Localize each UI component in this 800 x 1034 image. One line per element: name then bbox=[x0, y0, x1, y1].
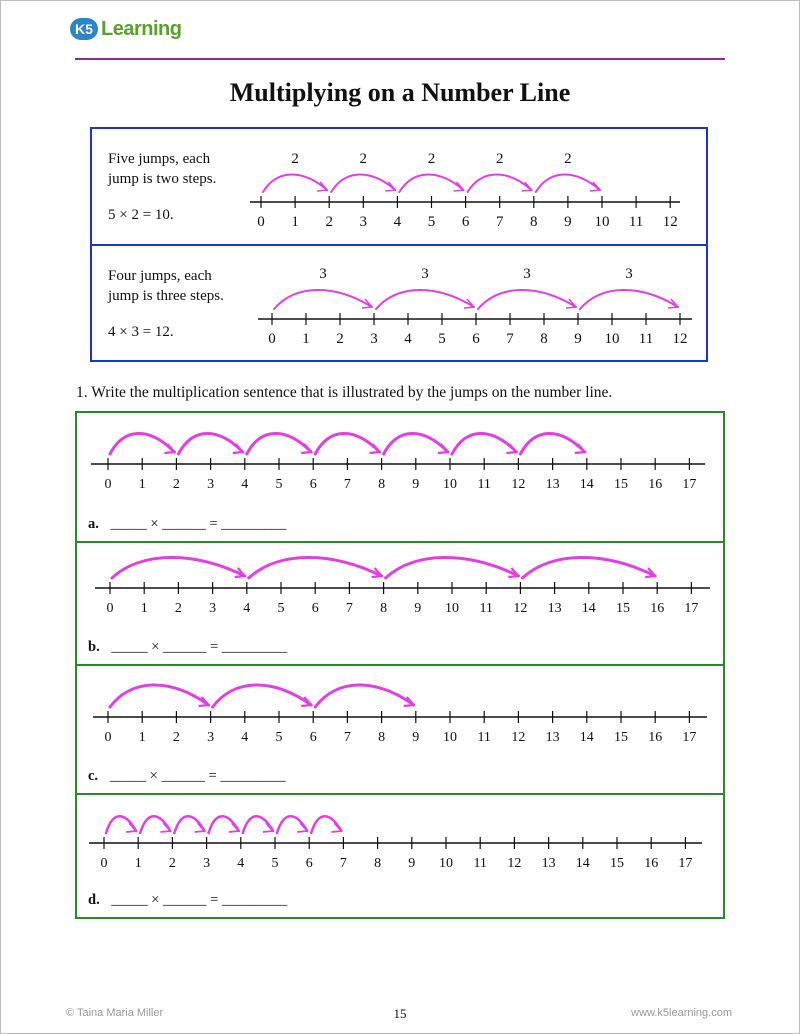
problem-c-answer bbox=[88, 768, 286, 785]
jump-arc bbox=[452, 433, 516, 454]
jump-arc bbox=[274, 290, 372, 309]
tick-label: 8 bbox=[378, 477, 386, 492]
equals-sign: = bbox=[210, 639, 219, 655]
answer-blank[interactable]: _____ bbox=[111, 639, 148, 655]
answer-blank[interactable]: ______ bbox=[163, 639, 207, 655]
tick-label: 2 bbox=[174, 601, 182, 616]
page-title: Multiplying on a Number Line bbox=[229, 78, 571, 107]
jump-arc bbox=[249, 557, 382, 578]
tick-label: 3 bbox=[207, 477, 215, 492]
jump-arc bbox=[331, 174, 395, 192]
tick-label: 11 bbox=[477, 477, 491, 492]
tick-label: 7 bbox=[343, 730, 351, 745]
tick-label: 11 bbox=[479, 601, 493, 616]
tick-label: 9 bbox=[414, 601, 422, 616]
tick-label: 15 bbox=[610, 856, 624, 871]
tick-label: 8 bbox=[540, 331, 548, 347]
problem-box-a bbox=[75, 411, 725, 543]
answer-blank[interactable]: _________ bbox=[221, 639, 288, 655]
tick-label: 6 bbox=[309, 730, 317, 745]
tick-label: 15 bbox=[616, 601, 630, 616]
tick-label: 7 bbox=[506, 331, 514, 347]
tick-label: 9 bbox=[574, 331, 582, 347]
tick-label: 2 bbox=[336, 331, 344, 347]
tick-label: 12 bbox=[513, 601, 528, 616]
k5-logo bbox=[70, 14, 181, 44]
tick-label: 2 bbox=[325, 214, 333, 230]
answer-blank[interactable]: ______ bbox=[163, 892, 207, 908]
jump-label: 2 bbox=[495, 151, 504, 167]
example-2-number-line bbox=[92, 246, 706, 360]
tick-label: 7 bbox=[339, 856, 347, 871]
tick-label: 5 bbox=[275, 477, 283, 492]
problem-box-b bbox=[75, 541, 725, 666]
tick-label: 0 bbox=[100, 856, 108, 871]
tick-label: 7 bbox=[495, 214, 504, 230]
tick-label: 1 bbox=[291, 214, 299, 230]
example-1-line-1: Five jumps, each bbox=[108, 151, 211, 167]
tick-label: 17 bbox=[682, 477, 697, 492]
tick-label: 3 bbox=[203, 856, 211, 871]
tick-label: 13 bbox=[547, 601, 562, 616]
tick-label: 3 bbox=[209, 601, 217, 616]
tick-label: 17 bbox=[678, 856, 693, 871]
jump-arc bbox=[399, 174, 463, 192]
tick-label: 10 bbox=[594, 214, 610, 230]
equals-sign: = bbox=[210, 892, 219, 908]
jump-label: 3 bbox=[319, 266, 327, 282]
tick-label: 4 bbox=[404, 331, 412, 347]
jump-arc bbox=[263, 174, 327, 192]
tick-label: 16 bbox=[648, 730, 663, 745]
problem-b-answer bbox=[88, 639, 287, 656]
logo-badge: K5 bbox=[70, 18, 98, 40]
tick-label: 14 bbox=[575, 856, 590, 871]
tick-label: 1 bbox=[138, 477, 146, 492]
tick-label: 6 bbox=[472, 331, 480, 347]
tick-label: 16 bbox=[648, 477, 663, 492]
tick-label: 1 bbox=[140, 601, 148, 616]
tick-label: 11 bbox=[473, 856, 487, 871]
times-sign: × bbox=[150, 516, 159, 532]
jump-arc bbox=[580, 290, 678, 309]
tick-label: 0 bbox=[104, 730, 112, 745]
jump-arc bbox=[110, 685, 209, 707]
jump-arc bbox=[386, 557, 519, 578]
tick-label: 2 bbox=[172, 477, 180, 492]
problem-box-c bbox=[75, 664, 725, 795]
tick-label: 9 bbox=[412, 730, 420, 745]
tick-label: 15 bbox=[614, 477, 628, 492]
tick-label: 0 bbox=[268, 331, 276, 347]
tick-label: 14 bbox=[581, 601, 596, 616]
tick-label: 10 bbox=[439, 856, 453, 871]
jump-label: 2 bbox=[564, 151, 572, 167]
equals-sign: = bbox=[209, 516, 218, 532]
answer-blank[interactable]: _________ bbox=[220, 768, 286, 784]
jump-arc bbox=[468, 174, 532, 192]
tick-label: 11 bbox=[638, 331, 654, 347]
jump-arc bbox=[384, 433, 448, 454]
tick-label: 8 bbox=[374, 856, 382, 871]
tick-label: 10 bbox=[443, 730, 457, 745]
tick-label: 3 bbox=[370, 331, 378, 347]
tick-label: 2 bbox=[168, 856, 176, 871]
tick-label: 17 bbox=[684, 601, 699, 616]
jump-arc bbox=[478, 290, 576, 309]
tick-label: 1 bbox=[134, 856, 142, 871]
example-2-equation: 4 × 3 = 12. bbox=[108, 324, 174, 340]
tick-label: 5 bbox=[277, 601, 285, 616]
answer-blank[interactable]: _____ bbox=[110, 516, 147, 532]
answer-blank[interactable]: ______ bbox=[161, 768, 205, 784]
problem-d-letter: d. bbox=[88, 892, 100, 908]
tick-label: 2 bbox=[172, 730, 180, 745]
jump-label: 3 bbox=[421, 266, 429, 282]
logo-text: Learning bbox=[101, 17, 182, 40]
example-box-2 bbox=[90, 244, 708, 362]
tick-label: 7 bbox=[345, 601, 353, 616]
tick-label: 9 bbox=[564, 214, 572, 230]
tick-label: 12 bbox=[511, 730, 526, 745]
jump-arc bbox=[376, 290, 474, 309]
page-number: 15 bbox=[393, 1006, 407, 1021]
tick-label: 0 bbox=[104, 477, 112, 492]
tick-label: 10 bbox=[445, 601, 459, 616]
tick-label: 1 bbox=[138, 730, 146, 745]
tick-label: 12 bbox=[511, 477, 526, 492]
jump-label: 3 bbox=[625, 266, 633, 282]
tick-label: 8 bbox=[378, 730, 386, 745]
tick-label: 6 bbox=[461, 214, 470, 230]
jump-label: 2 bbox=[291, 151, 299, 167]
problem-c-letter: c. bbox=[88, 768, 99, 784]
tick-label: 14 bbox=[579, 730, 594, 745]
jump-label: 2 bbox=[359, 151, 368, 167]
tick-label: 9 bbox=[412, 477, 420, 492]
tick-label: 15 bbox=[614, 730, 628, 745]
tick-label: 4 bbox=[393, 214, 402, 230]
problem-box-d bbox=[75, 793, 725, 919]
jump-label: 2 bbox=[427, 151, 436, 167]
problem-a-answer bbox=[88, 516, 286, 533]
equals-sign: = bbox=[208, 768, 217, 784]
tick-label: 11 bbox=[628, 214, 644, 230]
answer-blank[interactable]: _________ bbox=[221, 516, 287, 532]
tick-label: 11 bbox=[477, 730, 491, 745]
tick-label: 13 bbox=[545, 730, 560, 745]
jump-arc bbox=[315, 685, 414, 707]
tick-label: 4 bbox=[237, 856, 245, 871]
tick-label: 5 bbox=[427, 214, 436, 230]
tick-label: 13 bbox=[545, 477, 560, 492]
problem-d-answer bbox=[88, 892, 287, 909]
example-2-line-1: Four jumps, each bbox=[108, 268, 212, 284]
tick-label: 6 bbox=[311, 601, 319, 616]
problem-b-letter: b. bbox=[88, 639, 100, 655]
tick-label: 13 bbox=[541, 856, 556, 871]
footer-website[interactable]: www.k5learning.com bbox=[631, 1007, 732, 1019]
jump-arc bbox=[315, 433, 379, 454]
tick-label: 9 bbox=[408, 856, 416, 871]
times-sign: × bbox=[149, 768, 158, 784]
tick-label: 16 bbox=[650, 601, 665, 616]
tick-label: 6 bbox=[309, 477, 317, 492]
tick-label: 3 bbox=[207, 730, 215, 745]
tick-label: 5 bbox=[275, 730, 283, 745]
jump-label: 3 bbox=[523, 266, 531, 282]
footer-copyright: © Taina Maria Miller bbox=[66, 1007, 164, 1019]
jump-arc bbox=[522, 557, 655, 578]
times-sign: × bbox=[151, 639, 160, 655]
tick-label: 17 bbox=[682, 730, 697, 745]
tick-label: 3 bbox=[359, 214, 368, 230]
jump-arc bbox=[247, 433, 311, 454]
tick-label: 0 bbox=[257, 214, 265, 230]
tick-label: 8 bbox=[380, 601, 388, 616]
header-rule bbox=[75, 58, 725, 60]
tick-label: 4 bbox=[243, 601, 251, 616]
times-sign: × bbox=[151, 892, 160, 908]
tick-label: 4 bbox=[241, 730, 249, 745]
tick-label: 7 bbox=[343, 477, 351, 492]
tick-label: 5 bbox=[271, 856, 279, 871]
answer-blank[interactable]: _____ bbox=[109, 768, 146, 784]
example-box-1 bbox=[90, 127, 708, 246]
jump-arc bbox=[112, 557, 245, 578]
tick-label: 5 bbox=[438, 331, 446, 347]
jump-arc bbox=[178, 433, 242, 454]
tick-label: 16 bbox=[644, 856, 659, 871]
tick-label: 10 bbox=[604, 331, 620, 347]
example-2-line-2: jump is three steps. bbox=[108, 288, 224, 304]
answer-blank[interactable]: ______ bbox=[162, 516, 206, 532]
example-1-equation: 5 × 2 = 10. bbox=[108, 207, 174, 223]
tick-label: 12 bbox=[672, 331, 688, 347]
example-1-line-2: jump is two steps. bbox=[108, 171, 217, 187]
tick-label: 0 bbox=[106, 601, 114, 616]
tick-label: 8 bbox=[530, 214, 538, 230]
jump-arc bbox=[520, 433, 584, 454]
answer-blank[interactable]: _________ bbox=[221, 892, 288, 908]
jump-arc bbox=[110, 433, 174, 454]
problem-a-letter: a. bbox=[88, 516, 99, 532]
question-1: 1. Write the multiplication sentence that is illustrated by the jumps on the number line. bbox=[76, 384, 613, 401]
tick-label: 12 bbox=[507, 856, 522, 871]
tick-label: 10 bbox=[443, 477, 457, 492]
jump-arc bbox=[213, 685, 312, 707]
jump-arc bbox=[536, 174, 600, 192]
tick-label: 1 bbox=[302, 331, 310, 347]
tick-label: 4 bbox=[241, 477, 249, 492]
tick-label: 14 bbox=[579, 477, 594, 492]
answer-blank[interactable]: _____ bbox=[111, 892, 148, 908]
tick-label: 6 bbox=[305, 856, 313, 871]
example-1-number-line bbox=[92, 129, 706, 244]
tick-label: 12 bbox=[662, 214, 678, 230]
